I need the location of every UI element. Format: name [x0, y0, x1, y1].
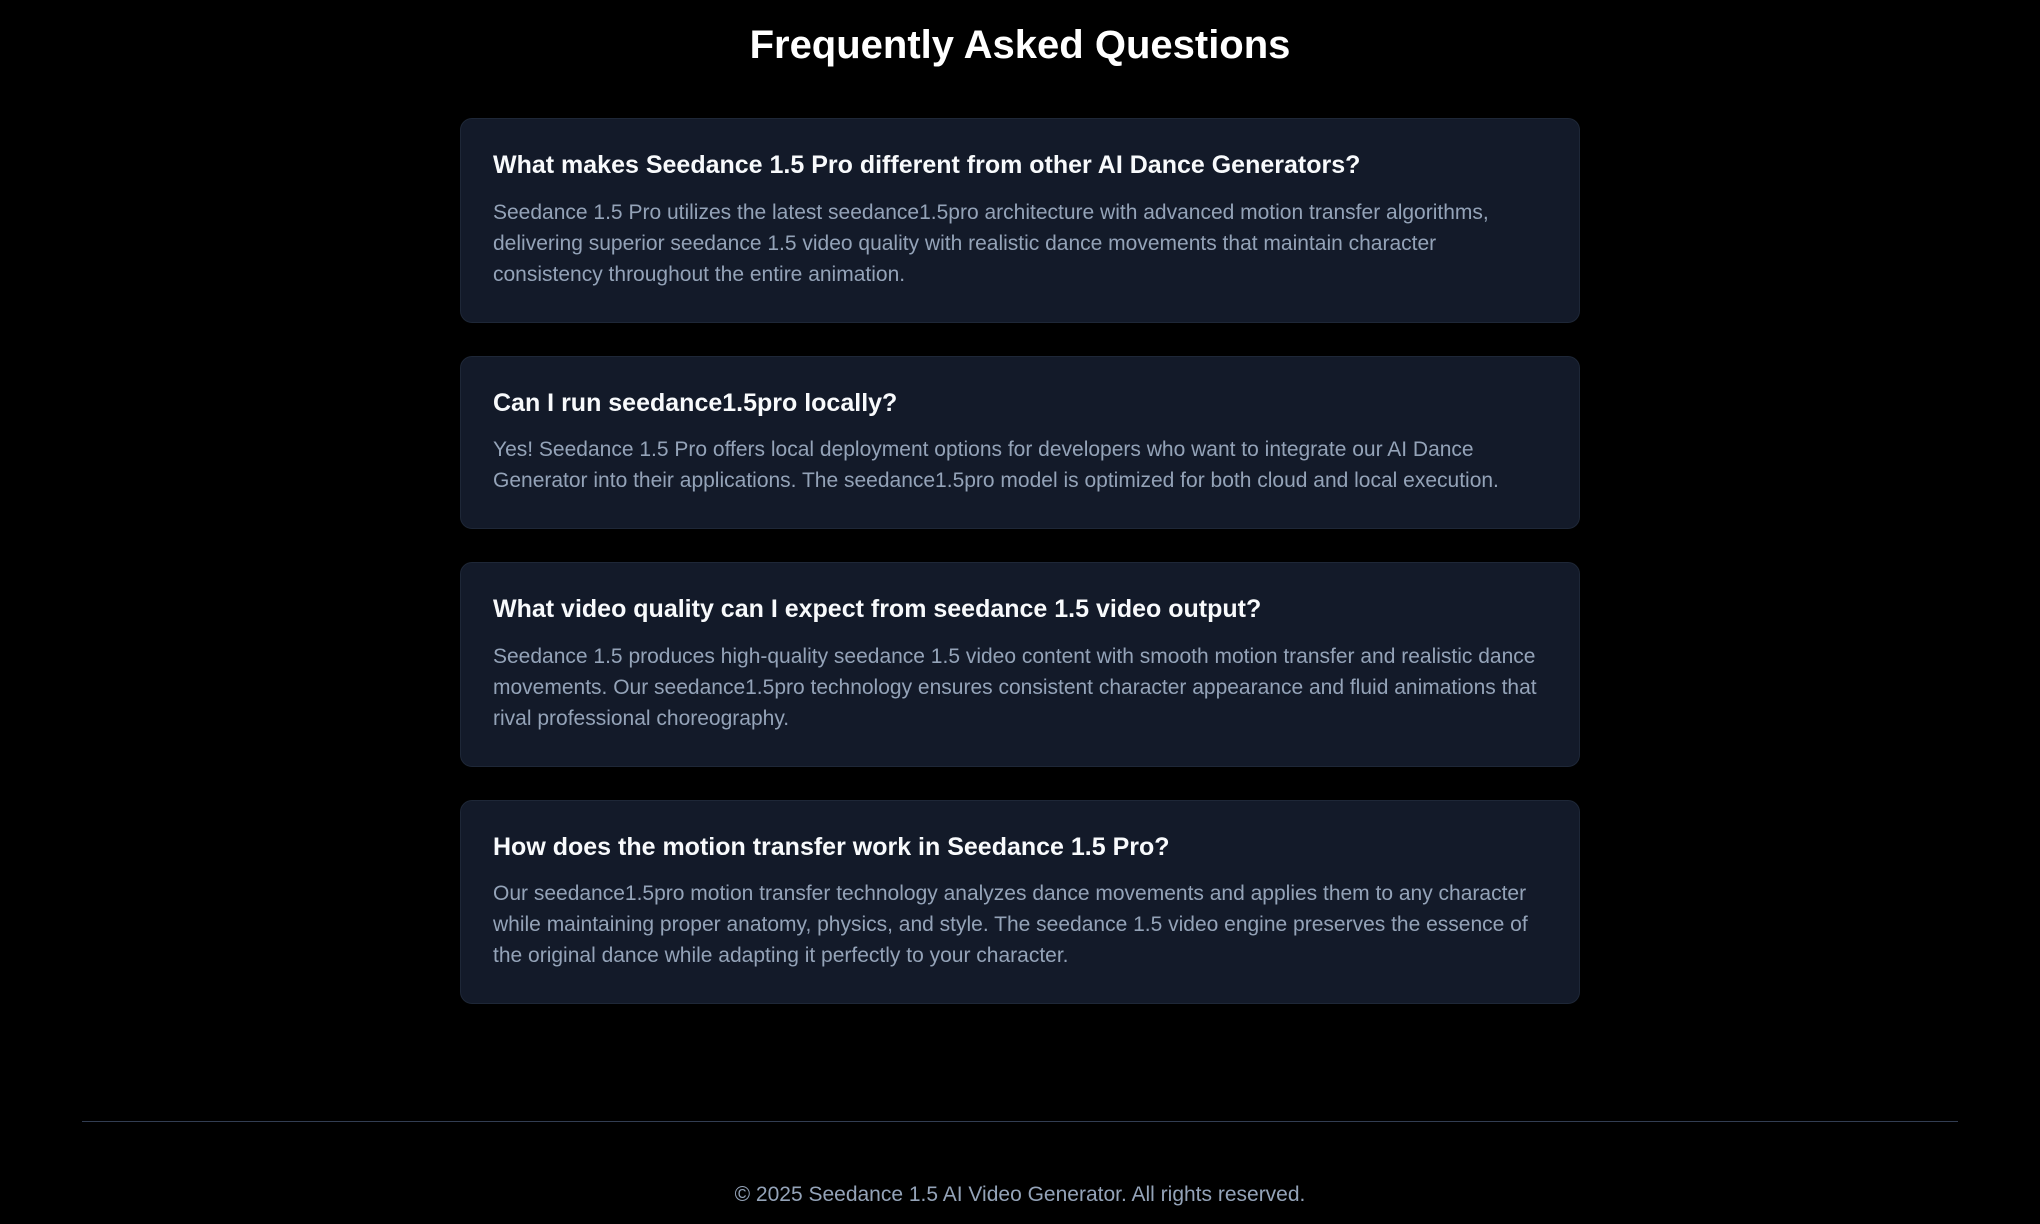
faq-card [460, 118, 1580, 323]
faq-answer: Seedance 1.5 Pro utilizes the latest seedance1.5pro architecture with advanced motion transfer algorithms, delivering superior seedance 1.5 video quality with realistic dance movements that maintain character consistency throughout the entire animation. [493, 200, 1489, 286]
faq-card [460, 356, 1580, 530]
faq-list [460, 118, 1580, 1004]
page-footer [82, 1121, 1958, 1224]
faq-card [460, 562, 1580, 767]
faq-question: How does the motion transfer work in Seedance 1.5 Pro? [493, 832, 1170, 861]
faq-answer: Our seedance1.5pro motion transfer technology analyzes dance movements and applies them to any character while maintaining proper anatomy, physics, and style. The seedance 1.5 video engine preserves the essence of the original dance while adapting it perfectly to your character. [493, 882, 1528, 967]
copyright-text: © 2025 Seedance 1.5 AI Video Generator. All rights reserved. [734, 1183, 1306, 1206]
faq-card [460, 800, 1580, 1005]
faq-answer: Seedance 1.5 produces high-quality seedance 1.5 video content with smooth motion transfer and realistic dance movements. Our seedance1.5pro technology ensures consistent character appearance and fluid animations that rival professional choreography. [493, 644, 1537, 730]
faq-answer: Yes! Seedance 1.5 Pro offers local deployment options for developers who want to integrate our AI Dance Generator into their applications. The seedance1.5pro model is optimized for both cloud and local execution. [493, 438, 1499, 492]
faq-question: What makes Seedance 1.5 Pro different from other AI Dance Generators? [493, 151, 1361, 179]
page-title: Frequently Asked Questions [749, 23, 1291, 67]
faq-question: Can I run seedance1.5pro locally? [493, 388, 898, 417]
faq-question: What video quality can I expect from seedance 1.5 video output? [493, 595, 1262, 623]
